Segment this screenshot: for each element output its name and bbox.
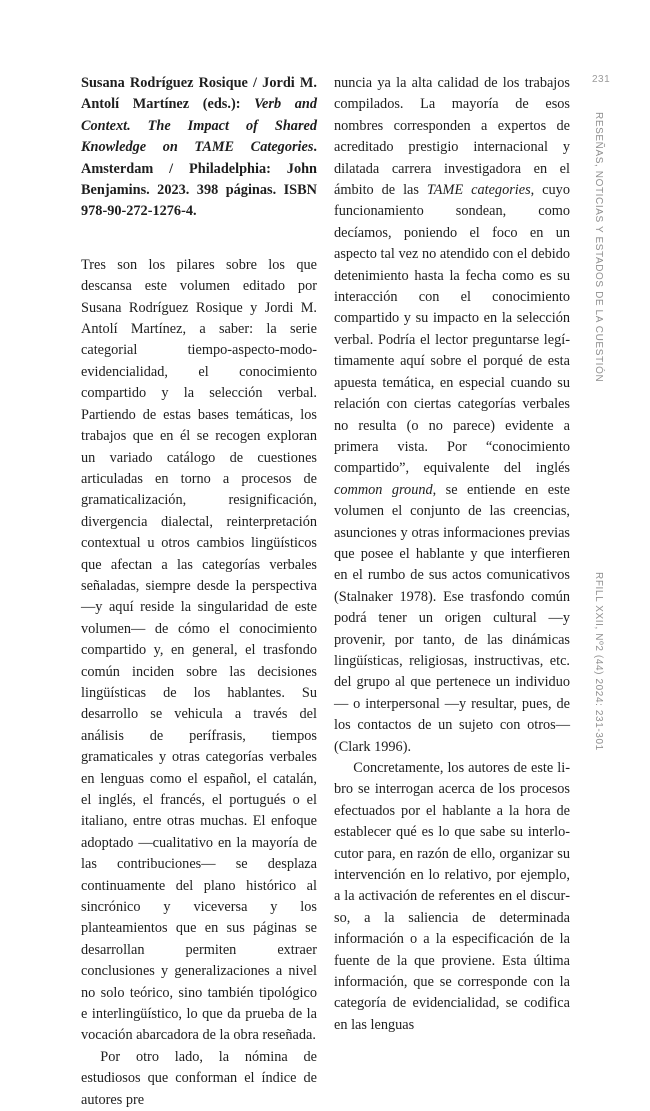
paragraph-continuation — [334, 73, 570, 758]
page-number: 231 — [592, 74, 611, 85]
continuation-text-2: , cuyo funcionamiento sondean, como decíamos, poniendo el foco en un aspecto tal vez no atendido con el debido detenimiento hasta la fecha como es su interacción con el conocimiento compartido y su impacto en la selección verbal. Podría el lector preguntarse legítimamente aquí sobre el porqué de esta apuesta temática, en especial cuando su relación con ciertas categorías verbales no resulta (o no parece) evidente a primera vista. Por “conocimiento compartido”, equivalente del inglés — [334, 182, 570, 477]
right-column — [334, 73, 570, 1036]
book-reference — [81, 73, 317, 223]
term-common-ground: common ground — [334, 481, 433, 498]
reference-details: . Amsterdam / Philadelphia: John Benjamins. 2023. 398 páginas. ISBN 978-90-272-1276-4. — [81, 139, 317, 220]
continuation-text-3: , se entiende en este volumen el conjunto de las creencias, asunciones y otras informaciones previas que posee el hablante y que interfieren en el rumbo de sus actos comunicativos (Stalnaker 1978). Ese trasfondo común podrá tener un origen cultural —y provenir, por tanto, de las dinámicas lingüísticas, religiosas, instructivas, etc. del grupo al que pertenece un individuo— o interpersonal —y resultar, pues, de los contactos de un sujeto con otros— (Clark 1996). — [334, 481, 570, 755]
paragraph-1: Tres son los pilares sobre los que descansa este volumen editado por Susana Rodríguez Rosique y Jordi M. Antolí Martínez, a saber: la serie categorial tiempo-aspecto-modo-evidencialidad, el conocimiento compartido y la selección verbal. Partiendo de estas bases temáticas, los trabajos que en él se recogen exploran un variado catálogo de cuestiones articuladas en torno a procesos de gramaticalización, resignificación, divergencia dialectal, reinterpretación contextual u otros cambios lingüísticos que afectan a las categorías verbales señaladas, siempre desde la perspectiva —y aquí reside la singularidad de este volumen— de cómo el conocimiento compartido y, en general, el trasfondo común inciden sobre las decisiones lingüísticas de los hablantes. Su desarrollo se vehicula a través del análisis de perífrasis, tiempos gramaticales y otras categorías verbales en lenguas como el español, el catalán, el inglés, el francés, el portugués o el italiano, entre otras muchas. El enfoque adoptado —cualitativo en la mayoría de las contribuciones— se desplaza continuamente del plano histórico al sincrónico y viceversa y los planteamientos que en sus páginas se desarrollan permiten extraer conclusiones y generalizaciones a nivel no solo teórico, sino también tipológico e interlingüístico, lo que da prueba de la vocación abarcadora de la obra reseñada. — [81, 256, 317, 1044]
section-running-head: RESEÑAS, NOTICIAS Y ESTADOS DE LA CUESTIÓN — [593, 112, 604, 383]
journal-citation: RFILL XXII, Nº2 (44) 2024: 231-301 — [593, 572, 604, 751]
paragraph-2-start: Por otro lado, la nómina de estudiosos que conforman el índice de autores pre — [81, 1048, 317, 1108]
paragraph-concretamente: Concretamente, los autores de este libro se interrogan acerca de los procesos efectuados por el hablante a la hora de establecer qué es lo que sabe su interlocutor para, en razón de ello, organizar su intervención en lo relativo, por ejemplo, a la activación de referentes en el discurso, a la saliencia de determinada información o a la especificación de la fuente de la que proviene. Esta última información, que se corresponde con la categoría de evidencialidad, se codifica en las lenguas — [334, 760, 570, 1033]
continuation-text-1: nuncia ya la alta calidad de los trabajos compilados. La mayoría de esos nombres corresponden a expertos de acreditado prestigio internacional y dilatada carrera investigadora en el ámbito de las — [334, 75, 570, 199]
left-column — [81, 73, 317, 1111]
reference-editors: Susana Rodríguez Rosique / Jordi M. Antolí Martínez (eds.): — [81, 75, 317, 113]
term-tame-categories: TAME categories — [426, 182, 531, 199]
reference-title: Verb and Context. The Impact of Shared Knowledge on TAME Categories — [81, 96, 317, 156]
